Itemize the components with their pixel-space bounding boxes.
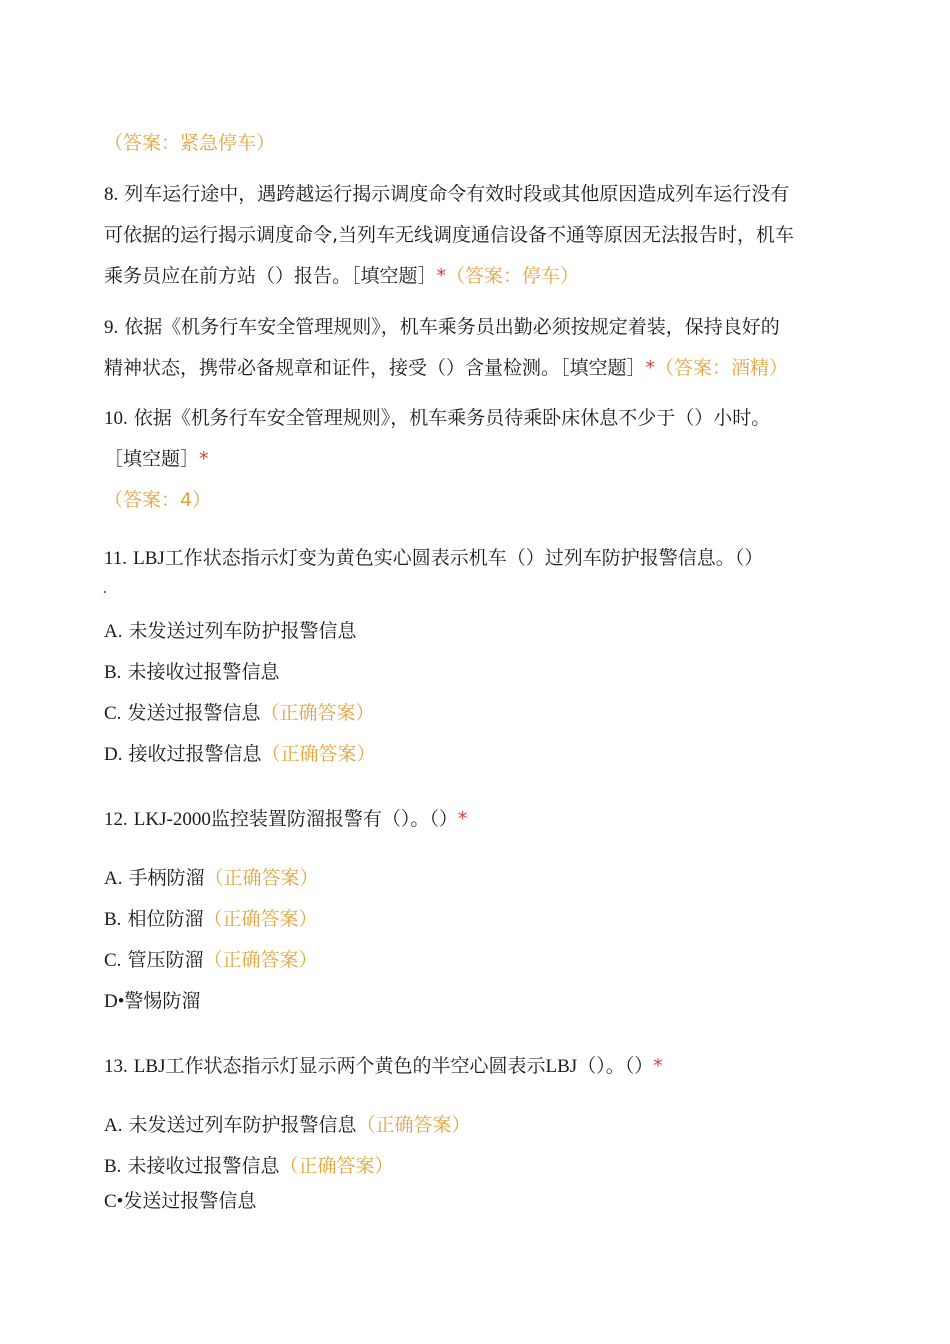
q11-option-c-letter: C. <box>104 703 122 724</box>
q11-option-b-text: 未接收过报警信息 <box>127 661 280 683</box>
q9-text-1: 依据《机务行车安全管理规则》，机车乘务员出勤必须按规定着装，保持良好的 <box>124 316 780 338</box>
q12-option-a-text: 手柄防溜 <box>128 867 205 889</box>
q13-latin-2: LBJ <box>545 1056 578 1077</box>
q12-required-star: * <box>457 808 468 830</box>
q12-option-b-text: 相位防溜 <box>127 908 204 930</box>
q13-question <box>104 1054 844 1079</box>
q10-text-1: 依据《机务行车安全管理规则》，机车乘务员待乘卧床休息不少于（）小时。 <box>133 407 771 429</box>
q13-text: 工作状态指示灯显示两个黄色的半空心圆表示 <box>165 1055 546 1077</box>
q13-option-c-letter: C• <box>104 1191 124 1212</box>
q11-option-b-letter: B. <box>104 662 122 683</box>
q11-option-a-text: 未发送过列车防护报警信息 <box>128 620 357 642</box>
q11-option-d-letter: D. <box>104 744 123 765</box>
q9-line-2 <box>104 356 844 380</box>
q12-option-c-letter: C. <box>104 950 122 971</box>
q12-option-d-letter: D• <box>104 991 125 1012</box>
q13-option-b-correct: （正确答案） <box>279 1155 394 1177</box>
q11-option-b[interactable] <box>104 660 844 685</box>
q11-option-d-text: 接收过报警信息 <box>128 743 262 765</box>
q12-latin: LKJ-2000 <box>133 809 211 830</box>
q8-text-1: 列车运行途中，遇跨越运行揭示调度命令有效时段或其他原因造成列车运行没有 <box>124 183 790 205</box>
q12-question <box>104 807 844 832</box>
q8-number: 8. <box>104 184 119 205</box>
q11-option-a-letter: A. <box>104 621 123 642</box>
q11-option-d-correct: （正确答案） <box>261 743 376 765</box>
q13-text-2: （）。（） <box>577 1055 654 1077</box>
q10-answer-line <box>104 488 844 512</box>
q8-text-3: 乘务员应在前方站（）报告。［填空题］ <box>104 265 437 287</box>
q9-answer: （答案：酒精） <box>655 357 789 379</box>
q8-line-2 <box>104 223 844 247</box>
q12-option-a[interactable] <box>104 866 844 891</box>
q10-answer: （答案：4） <box>104 489 212 511</box>
q11-option-a[interactable] <box>104 619 844 644</box>
q12-option-d[interactable] <box>104 989 844 1014</box>
q13-option-c-text: 发送过报警信息 <box>123 1190 257 1212</box>
q9-number: 9. <box>104 317 119 338</box>
q10-line-1 <box>104 406 844 431</box>
q11-question <box>104 546 844 571</box>
q11-option-c[interactable] <box>104 701 844 726</box>
q13-option-a-letter: A. <box>104 1115 123 1136</box>
q8-line-3 <box>104 264 844 288</box>
q11-latin: LBJ <box>133 548 165 569</box>
q13-required-star: * <box>653 1055 663 1077</box>
q8-text-2: 可依据的运行揭示调度命令,当列车无线调度通信设备不通等原因无法报告时，机车 <box>104 224 795 246</box>
q7-answer-line <box>104 131 844 155</box>
q8-required-star: * <box>436 265 447 287</box>
q12-option-c-correct: （正确答案） <box>203 949 318 971</box>
stray-mark <box>104 591 106 593</box>
q12-option-c[interactable] <box>104 948 844 973</box>
q9-required-star: * <box>645 357 656 379</box>
q13-option-b-text: 未接收过报警信息 <box>127 1155 280 1177</box>
q12-text: 监控装置防溜报警有（）。（） <box>210 808 458 830</box>
q7-answer: （答案：紧急停车） <box>104 132 276 154</box>
q12-option-a-letter: A. <box>104 868 123 889</box>
q10-text-2: ［填空题］ <box>104 448 200 470</box>
q11-text: 工作状态指示灯变为黄色实心圆表示机车（）过列车防护报警信息。（） <box>164 547 764 569</box>
q8-line-1 <box>104 182 844 207</box>
q12-option-c-text: 管压防溜 <box>127 949 204 971</box>
q12-option-b[interactable] <box>104 907 844 932</box>
q13-option-b-letter: B. <box>104 1156 122 1177</box>
q11-number: 11. <box>104 548 128 569</box>
q13-number: 13. <box>104 1056 128 1077</box>
q11-option-c-correct: （正确答案） <box>260 702 375 724</box>
q13-latin: LBJ <box>133 1056 166 1077</box>
q13-option-a-correct: （正确答案） <box>356 1114 471 1136</box>
q12-option-b-letter: B. <box>104 909 122 930</box>
q10-number: 10. <box>104 408 128 429</box>
q11-option-c-text: 发送过报警信息 <box>127 702 261 724</box>
q10-required-star: * <box>199 448 209 470</box>
q8-answer: （答案：停车） <box>446 265 580 287</box>
q9-text-2: 精神状态，携带必备规章和证件，接受（）含量检测。［填空题］ <box>104 357 646 379</box>
q12-option-a-correct: （正确答案） <box>204 867 319 889</box>
q13-option-a-text: 未发送过列车防护报警信息 <box>128 1114 357 1136</box>
q12-option-d-text: 警惕防溜 <box>124 990 201 1012</box>
q9-line-1 <box>104 315 844 340</box>
q12-option-b-correct: （正确答案） <box>203 908 318 930</box>
q13-option-a[interactable] <box>104 1113 844 1138</box>
q12-number: 12. <box>104 809 128 830</box>
q10-line-2 <box>104 447 844 471</box>
q11-option-d[interactable] <box>104 742 844 767</box>
q13-option-c[interactable] <box>104 1189 844 1214</box>
q13-option-b[interactable] <box>104 1154 844 1179</box>
